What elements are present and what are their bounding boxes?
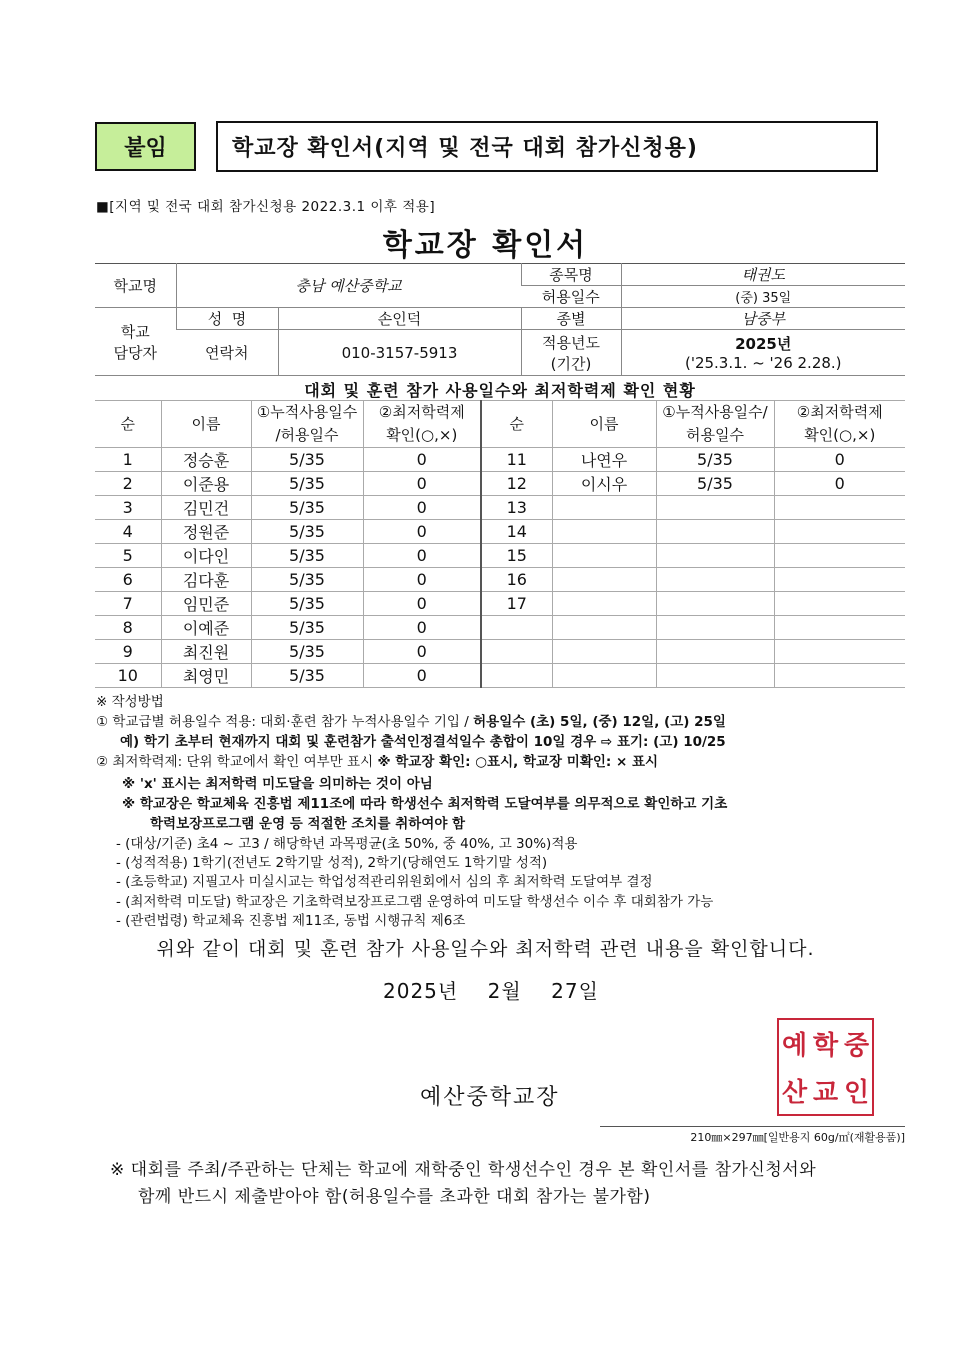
cell-right-check <box>774 568 905 592</box>
year-label <box>521 330 621 376</box>
cell-right-days <box>656 664 774 688</box>
year-label-line2: (기간) <box>550 354 592 373</box>
cell-left-name: 임민준 <box>161 592 251 616</box>
cell-left-no: 8 <box>95 616 161 640</box>
roster-section-title: 대회 및 훈련 참가 사용일수와 최저학력제 확인 현황 <box>304 381 696 400</box>
table-row <box>95 616 905 640</box>
cell-right-no: 11 <box>481 448 552 472</box>
cell-right-name <box>552 544 656 568</box>
manager-label <box>95 308 176 376</box>
col-days <box>251 401 363 448</box>
cell-left-name: 정원준 <box>161 520 251 544</box>
table-row <box>95 520 905 544</box>
cell-right-check <box>774 640 905 664</box>
attachment-badge: 붙임 <box>95 122 196 171</box>
cell-right-days <box>656 496 774 520</box>
cell-left-check: 0 <box>363 496 481 520</box>
seal-char-6: 인 <box>843 1078 870 1108</box>
footnote-line-2: 함께 반드시 제출받아야 함(허용일수를 초과한 대회 참가는 불가함) <box>138 1187 651 1207</box>
cell-left-no: 2 <box>95 472 161 496</box>
method-line-7: - (대상/기준) 초4 ~ 고3 / 해당학년 과목평균(초 50%, 중 40%, 고 30%)적용 <box>116 836 578 852</box>
cell-right-name: 나연우 <box>552 448 656 472</box>
col-check-l2: 확인(○,×) <box>386 426 458 444</box>
cell-left-check: 0 <box>363 640 481 664</box>
cell-right-no: 13 <box>481 496 552 520</box>
cell-left-check: 0 <box>363 520 481 544</box>
method-line-5: ※ 학교장은 학교체육 진흥법 제11조에 따라 학생선수 최저학력 도달여부를 의무적으로 확인하고 기초 <box>122 796 728 812</box>
page-title: 학교장 확인서 <box>382 228 589 263</box>
cell-left-days: 5/35 <box>251 592 363 616</box>
sport-label: 종목명 <box>521 264 621 286</box>
school-label: 학교명 <box>95 264 176 308</box>
cell-left-no: 3 <box>95 496 161 520</box>
cell-right-check <box>774 496 905 520</box>
cell-right-name <box>552 664 656 688</box>
confirmation-statement: 위와 같이 대회 및 훈련 참가 사용일수와 최저학력 관련 내용을 확인합니다. <box>156 938 815 960</box>
col-check-right <box>774 401 905 448</box>
col-days-right-l2: 허용일수 <box>686 426 744 444</box>
table-row <box>95 640 905 664</box>
col-name-right: 이름 <box>552 401 656 448</box>
seal-char-4: 산 <box>781 1078 808 1108</box>
cell-right-no <box>481 640 552 664</box>
table-row <box>95 592 905 616</box>
table-row <box>95 496 905 520</box>
cell-right-name: 이시우 <box>552 472 656 496</box>
method-line-8: - (성적적용) 1학기(전년도 2학기말 성적), 2학기(당해연도 1학기말 성적) <box>116 855 548 871</box>
method-line-2: 예) 학기 초부터 현재까지 대회 및 훈련참가 출석인정결석일수 총합이 10일 경우 ⇨ 표기: (고) 10/25 <box>120 734 726 750</box>
issue-date: 2025년 2월 27일 <box>383 979 599 1003</box>
contact-value: 010-3157-5913 <box>278 330 521 376</box>
contact-label: 연락처 <box>176 330 278 376</box>
method-line-6: 학력보장프로그램 운영 등 적절한 조치를 취하여야 함 <box>150 816 466 832</box>
roster-body <box>95 448 905 688</box>
cell-right-days <box>656 592 774 616</box>
col-check-l1: ②최저학력제 <box>378 403 465 421</box>
cell-right-name <box>552 496 656 520</box>
col-days-l1: ①누적사용일수 <box>256 403 358 421</box>
cell-right-check <box>774 664 905 688</box>
table-row <box>95 664 905 688</box>
seal-char-5: 교 <box>812 1078 839 1108</box>
cell-right-days <box>656 616 774 640</box>
cell-left-no: 10 <box>95 664 161 688</box>
footnote-line-1: ※ 대회를 주최/주관하는 단체는 학교에 재학중인 학생선수인 경우 본 확인서를 참가신청서와 <box>110 1160 817 1180</box>
col-no-right: 순 <box>481 401 552 448</box>
cell-right-name <box>552 520 656 544</box>
col-days-right <box>656 401 774 448</box>
year-label-line1: 적용년도 <box>542 333 600 352</box>
principal-signature: 예산중학교장 <box>420 1085 560 1110</box>
method-line-3 <box>96 753 658 772</box>
cell-left-name: 이다인 <box>161 544 251 568</box>
method-line-11: - (관련법령) 학교체육 진흥법 제11조, 동법 시행규칙 제6조 <box>116 913 466 929</box>
cell-left-days: 5/35 <box>251 472 363 496</box>
table-row <box>95 448 905 472</box>
cell-left-check: 0 <box>363 568 481 592</box>
manager-name: 손인덕 <box>278 308 521 330</box>
cell-right-check <box>774 520 905 544</box>
name-label: 성 명 <box>176 308 278 330</box>
cell-left-check: 0 <box>363 616 481 640</box>
seal-char-2: 학 <box>812 1031 839 1061</box>
cell-right-check: 0 <box>774 472 905 496</box>
cell-left-name: 정승훈 <box>161 448 251 472</box>
cell-right-no: 16 <box>481 568 552 592</box>
cell-right-no <box>481 664 552 688</box>
cell-left-days: 5/35 <box>251 448 363 472</box>
method-line-1a: ① 학교급별 허용일수 적용: 대회·훈련 참가 누적사용일수 기입 / <box>96 714 474 730</box>
cell-right-days: 5/35 <box>656 448 774 472</box>
table-row <box>95 568 905 592</box>
cell-right-no: 12 <box>481 472 552 496</box>
cell-right-check <box>774 544 905 568</box>
allowed-days-label: 허용일수 <box>521 286 621 308</box>
cell-right-no: 15 <box>481 544 552 568</box>
cell-left-days: 5/35 <box>251 496 363 520</box>
category-value: 남중부 <box>621 308 905 330</box>
cell-left-no: 1 <box>95 448 161 472</box>
cell-left-days: 5/35 <box>251 640 363 664</box>
roster-header-row <box>95 401 905 448</box>
cell-left-check: 0 <box>363 592 481 616</box>
cell-right-check: 0 <box>774 448 905 472</box>
sport-value: 태권도 <box>621 264 905 286</box>
cell-left-no: 4 <box>95 520 161 544</box>
document-title-box: 학교장 확인서(지역 및 전국 대회 참가신청용) <box>216 121 878 172</box>
col-check-right-l2: 확인(○,×) <box>804 426 876 444</box>
cell-right-name <box>552 568 656 592</box>
manager-label-line1: 학교 <box>120 322 150 341</box>
cell-left-name: 최영민 <box>161 664 251 688</box>
year: 2025년 <box>735 335 792 353</box>
cell-left-name: 김민건 <box>161 496 251 520</box>
cell-right-no <box>481 616 552 640</box>
method-line-3a: ② 최저학력제: 단위 학교에서 확인 여부만 표시 <box>96 754 378 770</box>
method-line-10: - (최저학력 미도달) 학교장은 기초학력보장프로그램 운영하여 미도달 학생선수 이수 후 대회참가 가능 <box>116 894 714 910</box>
method-line-3b: ※ 학교장 확인: ○표시, 학교장 미확인: × 표시 <box>377 754 659 770</box>
cell-left-no: 6 <box>95 568 161 592</box>
cell-left-days: 5/35 <box>251 664 363 688</box>
col-name: 이름 <box>161 401 251 448</box>
method-line-4: ※ 'x' 표시는 최저학력 미도달을 의미하는 것이 아님 <box>122 776 433 792</box>
cell-left-days: 5/35 <box>251 520 363 544</box>
col-check-right-l1: ②최저학력제 <box>796 403 883 421</box>
school-info-table <box>95 263 905 376</box>
col-no: 순 <box>95 401 161 448</box>
paper-spec: 210㎜×297㎜[일반용지 60g/㎡(재활용품)] <box>600 1126 905 1145</box>
cell-right-name <box>552 616 656 640</box>
applicability-notice: ■[지역 및 전국 대회 참가신청용 2022.3.1 이후 적용] <box>96 199 436 215</box>
cell-left-days: 5/35 <box>251 616 363 640</box>
roster-table <box>95 400 905 688</box>
cell-left-check: 0 <box>363 544 481 568</box>
cell-right-days <box>656 640 774 664</box>
cell-left-name: 김다훈 <box>161 568 251 592</box>
method-line-1 <box>96 713 726 732</box>
cell-right-days <box>656 568 774 592</box>
col-days-right-l1: ①누적사용일수/ <box>662 403 768 421</box>
cell-left-check: 0 <box>363 472 481 496</box>
cell-left-days: 5/35 <box>251 544 363 568</box>
cell-right-no: 17 <box>481 592 552 616</box>
col-check <box>363 401 481 448</box>
col-days-l2: /허용일수 <box>275 426 339 444</box>
method-title: ※ 작성방법 <box>96 694 164 710</box>
cell-right-name <box>552 640 656 664</box>
table-row <box>95 472 905 496</box>
school-seal <box>777 1018 874 1116</box>
method-line-1b: 허용일수 (초) 5일, (중) 12일, (고) 25일 <box>473 714 726 730</box>
cell-left-name: 이예준 <box>161 616 251 640</box>
category-label: 종별 <box>521 308 621 330</box>
cell-left-days: 5/35 <box>251 568 363 592</box>
cell-left-name: 최진원 <box>161 640 251 664</box>
cell-left-name: 이준용 <box>161 472 251 496</box>
cell-right-days: 5/35 <box>656 472 774 496</box>
footnote <box>110 1157 816 1211</box>
period: ('25.3.1. ~ '26 2.28.) <box>684 354 842 372</box>
cell-right-no: 14 <box>481 520 552 544</box>
cell-right-days <box>656 544 774 568</box>
manager-label-line2: 담당자 <box>113 343 157 362</box>
cell-left-no: 5 <box>95 544 161 568</box>
cell-right-check <box>774 616 905 640</box>
cell-right-name <box>552 592 656 616</box>
cell-right-check <box>774 592 905 616</box>
seal-char-3: 중 <box>843 1031 870 1061</box>
cell-left-no: 7 <box>95 592 161 616</box>
cell-left-check: 0 <box>363 664 481 688</box>
year-value <box>621 330 905 376</box>
cell-left-no: 9 <box>95 640 161 664</box>
allowed-days-value: (중) 35일 <box>621 286 905 308</box>
cell-right-days <box>656 520 774 544</box>
school-name: 충남 예산중학교 <box>176 264 521 308</box>
table-row <box>95 544 905 568</box>
method-line-9: - (초등학교) 지필고사 미실시교는 학업성적관리위원회에서 심의 후 최저학력 도달여부 결정 <box>116 874 653 890</box>
cell-left-check: 0 <box>363 448 481 472</box>
seal-char-1: 예 <box>781 1031 808 1061</box>
